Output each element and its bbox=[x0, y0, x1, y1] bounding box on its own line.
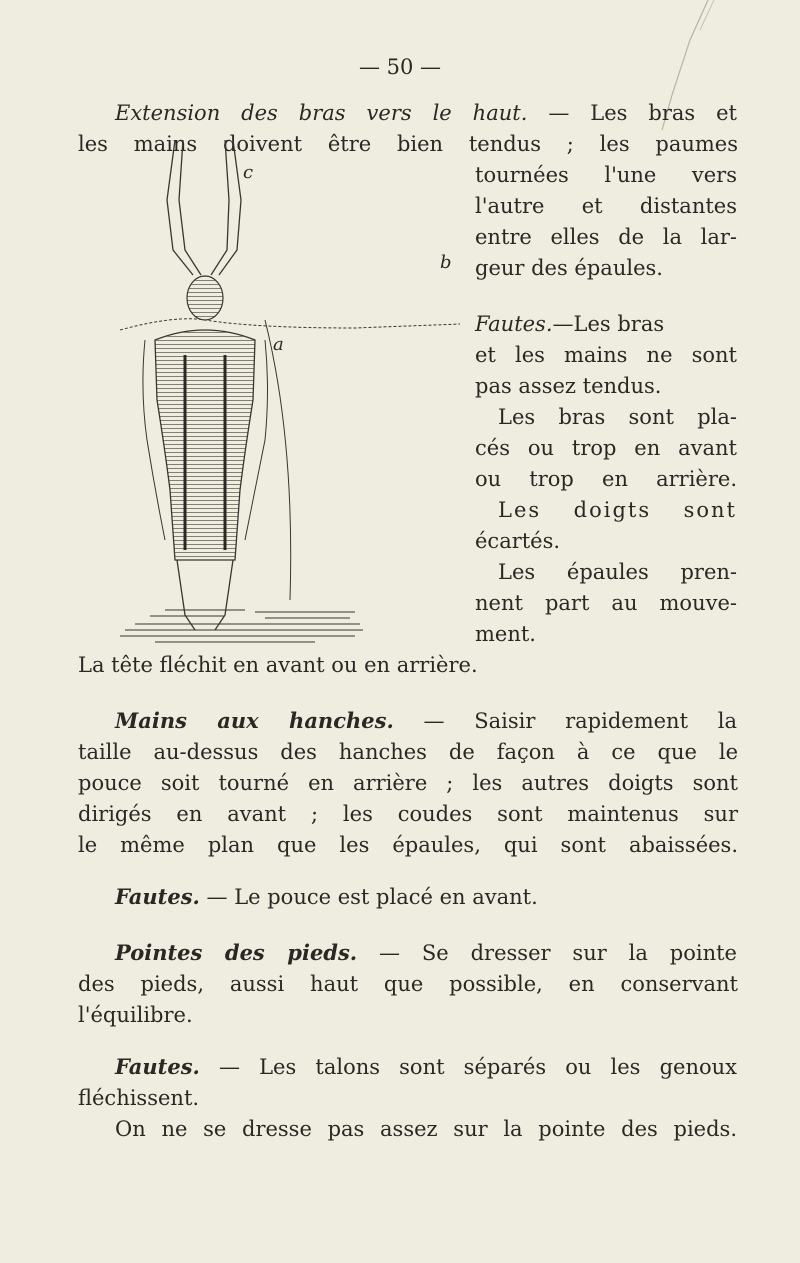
section2-line5: le même plan que les épaules, qui sont abaissées. bbox=[78, 833, 738, 857]
section2-title: Mains aux hanches. bbox=[115, 708, 394, 733]
section1-last-line: La tête fléchit en avant ou en arrière. bbox=[78, 653, 478, 677]
section3-line3: l'équilibre. bbox=[78, 1003, 193, 1027]
wrap-line-2: l'autre et distantes bbox=[475, 194, 737, 218]
exercise-figure-engraving bbox=[115, 140, 495, 660]
faults-label: Fautes. bbox=[475, 312, 553, 336]
section2-line4: dirigés en avant ; les coudes sont maintenus sur bbox=[78, 802, 738, 826]
figure-label-c: c bbox=[243, 162, 254, 183]
faults-1-line-9: Les épaules pren- bbox=[498, 560, 737, 584]
faults-1-line-11: ment. bbox=[475, 622, 536, 646]
figure-label-b: b bbox=[440, 252, 452, 273]
section2-line1-text: — Saisir rapidement la bbox=[393, 709, 737, 733]
page-number: — 50 — bbox=[358, 55, 442, 79]
faults-1-line-2: et les mains ne sont bbox=[475, 343, 737, 367]
section1-title: Extension des bras vers le haut. bbox=[115, 101, 528, 125]
faults-1-text: —Les bras bbox=[552, 312, 665, 336]
wrap-line-3: entre elles de la lar- bbox=[475, 225, 737, 249]
section3-faults-line3: On ne se dresse pas assez sur la pointe des pieds. bbox=[115, 1117, 737, 1141]
wrap-line-1: tournées l'une vers bbox=[475, 163, 737, 187]
faults-1-line-6: ou trop en arrière. bbox=[475, 467, 737, 491]
faults-1-line-7: Les doigts sont bbox=[498, 498, 737, 522]
section1-line1 bbox=[115, 98, 737, 128]
wrap-line-4: geur des épaules. bbox=[475, 256, 663, 280]
section2-line1 bbox=[115, 706, 737, 736]
section3-faults-text: — Les talons sont séparés ou les genoux bbox=[199, 1055, 737, 1079]
faults-1-line-4: Les bras sont pla- bbox=[498, 405, 737, 429]
section1-line2: les mains doivent être bien tendus ; les paumes bbox=[78, 132, 738, 156]
section2-faults-label: Fautes. bbox=[115, 884, 200, 909]
figure-label-a: a bbox=[273, 334, 284, 355]
faults-1-line-3: pas assez tendus. bbox=[475, 374, 662, 398]
section2-faults-text: — Le pouce est placé en avant. bbox=[199, 885, 538, 909]
section3-line2: des pieds, aussi haut que possible, en conservant bbox=[78, 972, 738, 996]
section3-faults-label: Fautes. bbox=[115, 1054, 200, 1079]
section2-line2: taille au-dessus des hanches de façon à ce que le bbox=[78, 740, 738, 764]
section3-line1-text: — Se dresser sur la pointe bbox=[357, 941, 737, 965]
faults-1-line-5: cés ou trop en avant bbox=[475, 436, 737, 460]
section3-line1 bbox=[115, 938, 737, 968]
faults-1-line-10: nent part au mouve- bbox=[475, 591, 737, 615]
section3-faults-line1 bbox=[115, 1052, 737, 1082]
section2-line3: pouce soit tourné en arrière ; les autres doigts sont bbox=[78, 771, 738, 795]
section3-title: Pointes des pieds. bbox=[115, 940, 358, 965]
figure-illustration bbox=[115, 140, 495, 660]
faults-1-line-1 bbox=[475, 309, 664, 339]
section2-faults bbox=[115, 882, 538, 912]
section1-line1-text: — Les bras et bbox=[527, 101, 737, 125]
faults-1-line-8: écartés. bbox=[475, 529, 561, 553]
section3-faults-line2: fléchissent. bbox=[78, 1086, 200, 1110]
